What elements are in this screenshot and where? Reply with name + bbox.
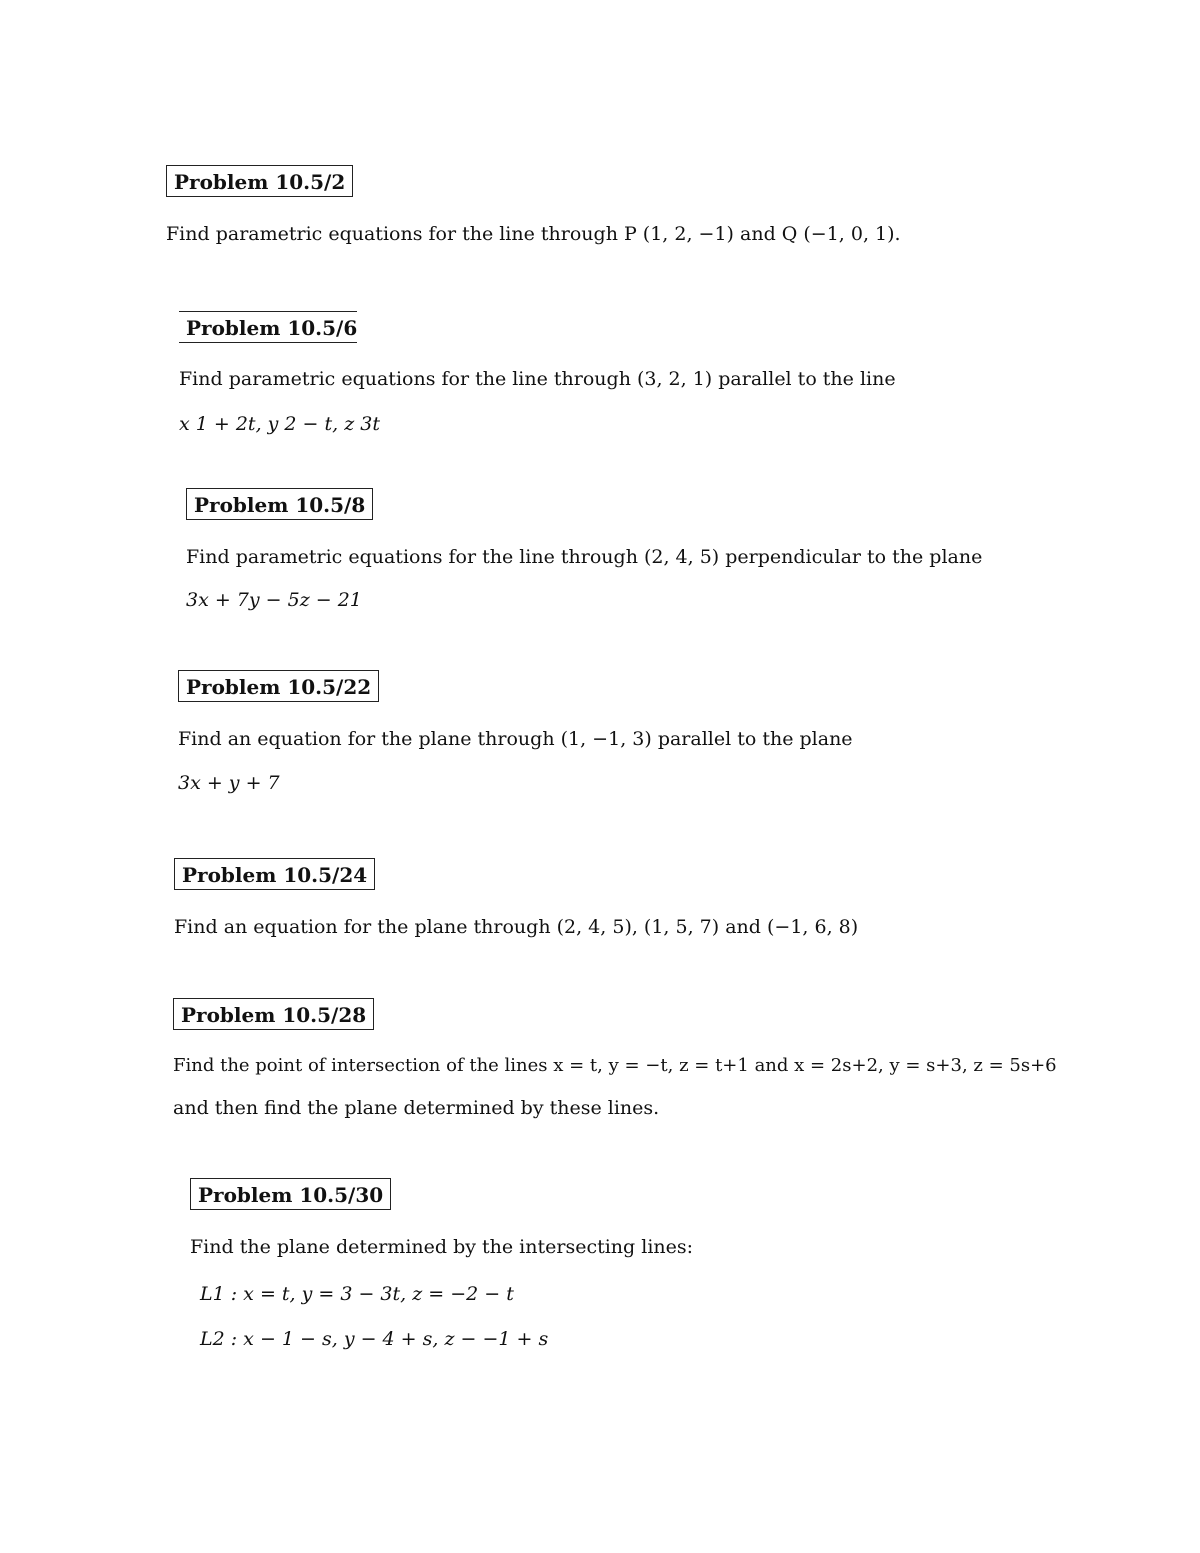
problem-heading-10-5-30: Problem 10.5/30 (190, 1178, 391, 1210)
problem-statement: Find an equation for the plane through (1, −1, 3) parallel to the plane (178, 728, 853, 750)
problem-equation: 3x + 7y − 5z − 21 (186, 589, 362, 611)
problem-statement-continued: and then find the plane determined by these lines. (173, 1097, 660, 1119)
problem-statement: Find the plane determined by the intersecting lines: (190, 1236, 694, 1258)
problem-statement: Find parametric equations for the line through P (1, 2, −1) and Q (−1, 0, 1). (166, 223, 901, 245)
problem-heading-10-5-6: Problem 10.5/6 (179, 311, 357, 343)
problem-heading-10-5-2: Problem 10.5/2 (166, 165, 353, 197)
problem-heading-10-5-8: Problem 10.5/8 (186, 488, 373, 520)
line-l2-equation: L2 : x − 1 − s, y − 4 + s, z − −1 + s (200, 1328, 549, 1350)
problem-statement: Find parametric equations for the line through (2, 4, 5) perpendicular to the plane (186, 546, 983, 568)
line-l1-equation: L1 : x = t, y = 3 − 3t, z = −2 − t (200, 1283, 514, 1305)
problem-statement: Find the point of intersection of the lines x = t, y = −t, z = t+1 and x = 2s+2, y = s+3, z = 5s+6 (173, 1055, 1057, 1076)
problem-heading-10-5-22: Problem 10.5/22 (178, 670, 379, 702)
problem-statement: Find an equation for the plane through (2, 4, 5), (1, 5, 7) and (−1, 6, 8) (174, 916, 859, 938)
problem-heading-10-5-24: Problem 10.5/24 (174, 858, 375, 890)
problem-equation: x 1 + 2t, y 2 − t, z 3t (179, 413, 380, 435)
problem-equation: 3x + y + 7 (178, 772, 280, 794)
problem-heading-10-5-28: Problem 10.5/28 (173, 998, 374, 1030)
problem-statement: Find parametric equations for the line through (3, 2, 1) parallel to the line (179, 368, 896, 390)
